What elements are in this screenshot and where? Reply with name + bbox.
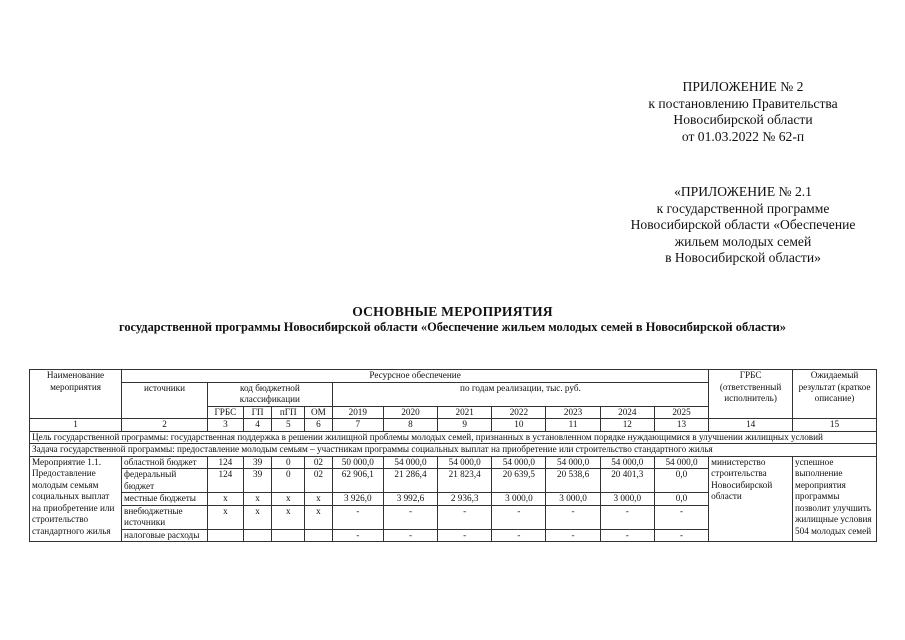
value-cell: - [438,529,492,542]
value-cell: 54 000,0 [438,456,492,469]
value-cell: - [600,529,654,542]
sub-appendix-header-line: «ПРИЛОЖЕНИЕ № 2.1 [674,184,812,199]
appendix-header-line: ПРИЛОЖЕНИЕ № 2 [682,79,804,94]
code-cell: 124 [207,456,243,469]
header-year: 2020 [383,406,437,419]
value-cell: 21 823,4 [438,469,492,493]
header-grbs-executor: ГРБС (ответственный исполнитель) [709,370,793,419]
header-event-name: Наименование мероприятия [30,370,122,419]
table-row [30,456,877,469]
header-code-grbs: ГРБС [207,406,243,419]
column-index: 2 [122,419,208,432]
value-cell: 3 000,0 [600,493,654,506]
sub-appendix-header [588,184,898,267]
code-cell: 02 [305,456,333,469]
value-cell: 3 992,6 [383,493,437,506]
column-index: 7 [332,419,383,432]
appendix-header-line: Новосибирской области [673,112,813,127]
source-cell: внебюджетные источники [122,505,208,529]
value-cell: - [492,529,546,542]
code-cell: 39 [243,469,272,493]
header-year: 2024 [600,406,654,419]
value-cell: - [546,505,600,529]
value-cell: 3 000,0 [546,493,600,506]
sub-appendix-header-line: в Новосибирской области» [665,250,821,265]
column-index: 15 [793,419,877,432]
column-index: 4 [243,419,272,432]
column-index: 10 [492,419,546,432]
appendix-header [600,79,886,145]
code-cell: x [207,505,243,529]
column-index: 13 [654,419,708,432]
header-code-pgp: пГП [272,406,305,419]
value-cell: 3 926,0 [332,493,383,506]
value-cell: 54 000,0 [492,456,546,469]
code-cell: 39 [243,456,272,469]
value-cell: 54 000,0 [546,456,600,469]
header-code-gp: ГП [243,406,272,419]
value-cell: 62 906,1 [332,469,383,493]
code-cell: x [243,505,272,529]
value-cell: 21 286,4 [383,469,437,493]
value-cell: - [654,505,708,529]
event-name: Мероприятие 1.1. Предоставление молодым семьям социальных выплат на приобретение или строительство стандартного жилья [30,456,122,542]
source-cell: налоговые расходы [122,529,208,542]
value-cell: 20 401,3 [600,469,654,493]
appendix-header-line: к постановлению Правительства [648,95,838,111]
source-cell: областной бюджет [122,456,208,469]
column-index: 1 [30,419,122,432]
event-result: успешное выполнение мероприятия программы позволит улучшить жилищные условия 504 молодых семей [793,456,877,542]
column-index: 14 [709,419,793,432]
code-cell: 0 [272,456,305,469]
value-cell: 54 000,0 [600,456,654,469]
program-task: Задача государственной программы: предоставление молодым семьям – участникам программы социальных выплат на приобретение или строительство стандартного жилья [30,444,877,457]
header-year: 2019 [332,406,383,419]
column-index: 6 [305,419,333,432]
header-year: 2021 [438,406,492,419]
value-cell: - [654,529,708,542]
column-index: 11 [546,419,600,432]
source-cell: федеральный бюджет [122,469,208,493]
sub-appendix-header-line: Новосибирской области «Обеспечение [630,217,856,232]
value-cell: 3 000,0 [492,493,546,506]
value-cell: 54 000,0 [383,456,437,469]
value-cell: 2 936,3 [438,493,492,506]
value-cell: - [383,529,437,542]
value-cell: 20 538,6 [546,469,600,493]
value-cell: 54 000,0 [654,456,708,469]
code-cell: x [207,493,243,506]
program-goal: Цель государственной программы: государственная поддержка в решении жилищной проблемы молодых семей, признанных в установленном порядке нуждающимися в улучшении жилищных условий [30,431,877,444]
header-sources: источники [122,382,208,419]
header-budget-code: код бюджетной классификации [207,382,332,406]
code-cell: x [305,493,333,506]
source-cell: местные бюджеты [122,493,208,506]
code-cell [243,529,272,542]
column-index: 5 [272,419,305,432]
event-executor: министерство строительства Новосибирской области [709,456,793,542]
code-cell: 124 [207,469,243,493]
sub-appendix-header-line: жильем молодых семей [674,233,812,249]
value-cell: 0,0 [654,493,708,506]
code-cell [272,529,305,542]
column-index: 9 [438,419,492,432]
column-index: 8 [383,419,437,432]
value-cell: - [546,529,600,542]
header-expected-result: Ожидаемый результат (краткое описание) [793,370,877,419]
code-cell: x [243,493,272,506]
value-cell: 0,0 [654,469,708,493]
header-resources: Ресурсное обеспечение [122,370,709,383]
code-cell [305,529,333,542]
code-cell: x [305,505,333,529]
value-cell: 50 000,0 [332,456,383,469]
appendix-header-line: от 01.03.2022 № 62-п [681,128,805,144]
value-cell: - [492,505,546,529]
value-cell: 20 639,5 [492,469,546,493]
header-code-om: ОМ [305,406,333,419]
value-cell: - [383,505,437,529]
column-index: 12 [600,419,654,432]
column-index: 3 [207,419,243,432]
value-cell: - [332,529,383,542]
header-year: 2022 [492,406,546,419]
code-cell [207,529,243,542]
document-title: ОСНОВНЫЕ МЕРОПРИЯТИЯ [352,304,553,319]
document-subtitle: государственной программы Новосибирской области «Обеспечение жильем молодых семей в Новосибирской области» [119,320,786,334]
code-cell: x [272,493,305,506]
value-cell: - [600,505,654,529]
header-year: 2023 [546,406,600,419]
code-cell: 0 [272,469,305,493]
value-cell: - [438,505,492,529]
sub-appendix-header-line: к государственной программе [656,200,830,216]
code-cell: x [272,505,305,529]
header-year: 2025 [654,406,708,419]
main-events-table [29,369,877,542]
value-cell: - [332,505,383,529]
code-cell: 02 [305,469,333,493]
header-by-years: по годам реализации, тыс. руб. [332,382,708,406]
